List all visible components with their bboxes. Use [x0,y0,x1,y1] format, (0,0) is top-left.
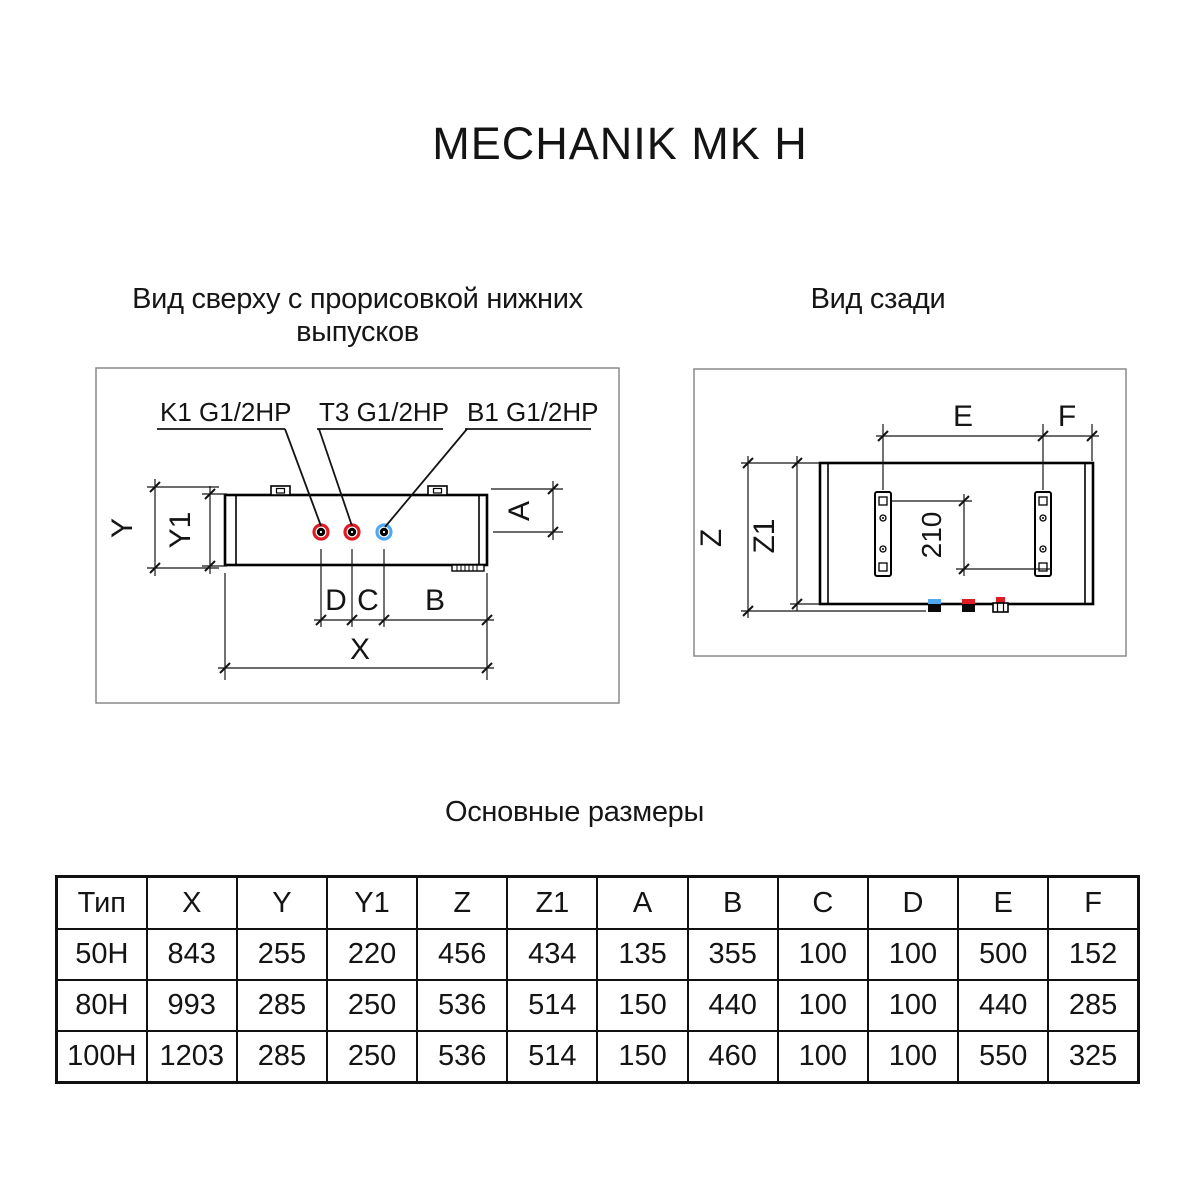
table-cell: 285 [237,980,327,1031]
table-row [57,929,1139,980]
table-cell: 536 [417,980,507,1031]
table-cell: 285 [237,1031,327,1083]
table-cell: 100 [778,980,868,1031]
bottom-outlets [928,597,1008,612]
drawing-title: MECHANIK MK H [432,118,808,169]
table-cell: 100 [868,1031,958,1083]
mounting-tab [428,486,447,495]
table-cell: 993 [147,980,237,1031]
table-header-cell: Y1 [327,877,417,930]
table-header-cell: D [868,877,958,930]
table-header-cell: E [958,877,1048,930]
table-cell: 152 [1048,929,1138,980]
dim-f-label: F [1057,400,1077,433]
table-cell: 460 [688,1031,778,1083]
table-row [57,980,1139,1031]
table-cell: 80H [57,980,147,1031]
table-cell: 150 [597,980,687,1031]
table-cell: 285 [1048,980,1138,1031]
table-cell: 100 [778,1031,868,1083]
fitting-mark [996,597,1005,603]
table-header-cell: C [778,877,868,930]
table-row [57,1031,1139,1083]
table-cell: 100 [778,929,868,980]
table-cell: 150 [597,1031,687,1083]
dimensions-table [55,875,1140,1084]
dim-z-label: Z [695,528,728,548]
table-header-row [57,877,1139,930]
dim-y1-label: Y1 [164,511,197,549]
table-cell: 135 [597,929,687,980]
dim-c-label: C [357,584,379,617]
table-cell: 100 [868,929,958,980]
table-cell: 434 [507,929,597,980]
dim-hole-spacing-label: 210 [916,511,947,559]
table-cell: 355 [688,929,778,980]
table-cell: 50H [57,929,147,980]
table-cell: 100 [868,980,958,1031]
table-header-cell: Y [237,877,327,930]
table-header-cell: F [1048,877,1138,930]
table-header-cell: Z1 [507,877,597,930]
port-k1-label: K1 G1/2HP [160,397,292,427]
table-cell: 536 [417,1031,507,1083]
table-header-cell: B [688,877,778,930]
table-cell: 1203 [147,1031,237,1083]
table-header-cell: Z [417,877,507,930]
table-cell: 255 [237,929,327,980]
cold-outlet-mark [928,599,941,604]
table-cell: 550 [958,1031,1048,1083]
terminal-strip [452,565,484,571]
table-cell: 440 [958,980,1048,1031]
table-header-cell: X [147,877,237,930]
table-cell: 456 [417,929,507,980]
dim-a-label: A [503,500,536,522]
top-view-caption: Вид сверху с прорисовкой нижних выпусков [132,283,583,348]
back-view-diagram [693,368,1127,657]
table-header-cell: Тип [57,877,147,930]
table-cell: 325 [1048,1031,1138,1083]
tank-back-view [820,463,1093,604]
table-caption: Основные размеры [444,796,705,828]
dim-x-label: X [349,633,371,666]
port-b1-label: B1 G1/2HP [467,397,599,427]
table-cell: 843 [147,929,237,980]
dim-y-label: Y [106,517,139,539]
table-cell: 250 [327,1031,417,1083]
hot-outlet-mark [962,599,975,604]
table-cell: 220 [327,929,417,980]
dim-b-label: B [424,584,446,617]
table-cell: 250 [327,980,417,1031]
top-view-diagram [95,367,620,704]
back-view-caption: Вид сзади [810,283,946,315]
table-cell: 100H [57,1031,147,1083]
dimensions-table-body [57,929,1139,1083]
dim-d-label: D [325,584,347,617]
table-cell: 514 [507,1031,597,1083]
table-cell: 500 [958,929,1048,980]
table-header-cell: A [597,877,687,930]
table-cell: 440 [688,980,778,1031]
tank-top-view [225,486,487,571]
mounting-tab [271,486,290,495]
port-t3-label: T3 G1/2HP [319,397,450,427]
dimensions-table-header [57,877,1139,930]
dim-e-label: E [952,400,974,433]
dim-z1-label: Z1 [748,518,781,554]
table-cell: 514 [507,980,597,1031]
